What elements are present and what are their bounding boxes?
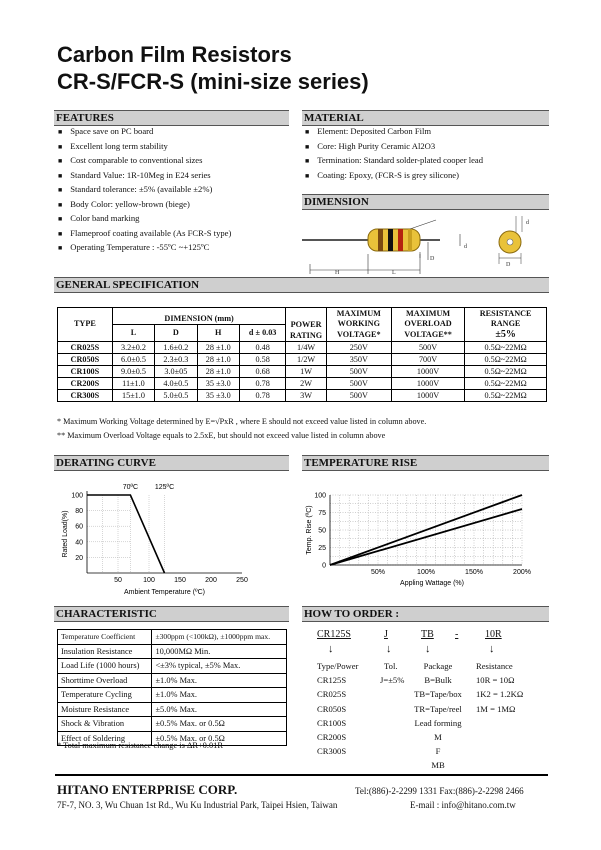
char-name: Shock & Vibration — [58, 717, 152, 732]
feature-item: ■ Body Color: yellow-brown (biege) — [58, 197, 231, 212]
y-axis-label: Rated Load(%) — [62, 510, 69, 558]
cell-l: 15±1.0 — [112, 390, 154, 402]
title-line2: CR-S/FCR-S (mini-size series) — [57, 69, 369, 94]
feature-item: ■ Cost comparable to conventional sizes — [58, 153, 231, 168]
cell-lead-d: 0.78 — [239, 390, 286, 402]
features-list — [58, 124, 231, 255]
x-tick-label: 50 — [114, 577, 122, 584]
cell-d: 3.0±05 — [155, 366, 197, 378]
cell-mwv: 500V — [326, 366, 391, 378]
x-tick-label: 100 — [143, 577, 155, 584]
th-power-1: POWER — [290, 320, 322, 329]
cell-h: 28 ±1.0 — [197, 342, 239, 354]
order-pkg-item: B=Bulk — [424, 675, 452, 686]
order-code-tol: J — [384, 629, 388, 640]
order-type-item: CR200S — [317, 732, 347, 743]
order-heading: HOW TO ORDER : — [302, 606, 549, 622]
y-tick-label: 40 — [75, 539, 83, 547]
spec-note-2: ** Maximum Overload Voltage equals to 2.5xE, but should not exceed value listed in column above — [57, 431, 386, 440]
footer-address: 7F-7, NO. 3, Wu Chuan 1st Rd., Wu Ku Industrial Park, Taipei Hsien, Taiwan — [57, 800, 338, 810]
cell-range: 0.5Ω~22MΩ — [465, 342, 547, 354]
cell-mov: 500V — [391, 342, 464, 354]
annotation-125c: 125ºC — [154, 484, 175, 491]
th-mov-3: VOLTAGE** — [404, 329, 452, 339]
temperature-heading: TEMPERATURE RISE — [302, 455, 549, 471]
spec-heading: GENERAL SPECIFICATION — [54, 277, 549, 293]
char-name: Temperature Coefficient — [58, 630, 152, 645]
derating-curve-chart — [57, 479, 287, 597]
order-col-res — [476, 659, 523, 716]
cell-mwv: 350V — [326, 354, 391, 366]
table-row — [58, 659, 287, 674]
derating-heading: DERATING CURVE — [54, 455, 289, 471]
dimension-heading: DIMENSION — [302, 194, 549, 210]
features-heading: FEATURES — [54, 110, 289, 126]
order-pkg-item: MB — [431, 760, 445, 771]
cell-d: 5.0±0.5 — [155, 390, 197, 402]
char-name: Load Life (1000 hours) — [58, 659, 152, 674]
x-tick-label: 100% — [417, 569, 435, 576]
order-code-res: 10R — [485, 629, 502, 640]
order-code-dash: - — [455, 629, 459, 640]
cell-d: 1.6±0.2 — [155, 342, 197, 354]
cell-range: 0.5Ω~22MΩ — [465, 390, 547, 402]
char-value: <±3% typical, ±5% Max. — [152, 659, 287, 674]
order-res-item: 1K2 = 1.2KΩ — [476, 689, 524, 700]
y-tick-label: 80 — [75, 508, 83, 516]
cell-mov: 1000V — [391, 378, 464, 390]
cell-mwv: 250V — [326, 342, 391, 354]
char-name: Shorttime Overload — [58, 673, 152, 688]
x-tick-label: 150 — [174, 577, 186, 584]
cell-power: 1/4W — [286, 342, 326, 354]
cell-l: 11±1.0 — [112, 378, 154, 390]
down-arrow-icon: ↓ — [425, 643, 431, 655]
cell-l: 3.2±0.2 — [112, 342, 154, 354]
cell-range: 0.5Ω~22MΩ — [465, 366, 547, 378]
material-list — [305, 124, 483, 182]
table-row — [58, 630, 287, 645]
down-arrow-icon: ↓ — [386, 643, 392, 655]
material-item: ■ Core: High Purity Ceramic Al2O3 — [305, 139, 483, 154]
feature-item: ■ Standard Value: 1R-10Meg in E24 series — [58, 168, 231, 183]
table-row — [58, 673, 287, 688]
char-value: ±5.0% Max. — [152, 702, 287, 717]
cell-power: 2W — [286, 378, 326, 390]
cell-d: 4.0±0.5 — [155, 378, 197, 390]
resistor-dimension-diagram — [302, 212, 550, 278]
th-mwv — [326, 308, 391, 342]
feature-item: ■ Operating Temperature : -55ºC ~+125ºC — [58, 240, 231, 255]
order-type-item: CR100S — [317, 717, 347, 728]
order-tol-item: J=±5% — [380, 675, 405, 686]
th-power-2: RATING — [290, 330, 323, 340]
cell-range: 0.5Ω~22MΩ — [465, 354, 547, 366]
y-tick-label: 25 — [318, 545, 326, 552]
th-mov — [391, 308, 464, 342]
cell-mwv: 500V — [326, 390, 391, 402]
feature-item: ■ Excellent long term stability — [58, 139, 231, 154]
cell-h: 28 ±1.0 — [197, 354, 239, 366]
order-res-item: 10R = 10Ω — [476, 675, 515, 686]
x-tick-label: 250 — [236, 577, 248, 584]
footer-email: E-mail : info@hitano.com.tw — [410, 800, 516, 810]
derating-line — [87, 495, 165, 573]
char-name: Temperature Cycling — [58, 688, 152, 703]
y-tick-label: 20 — [75, 554, 83, 562]
char-value: ±300ppm (<100kΩ), ±1000ppm max. — [152, 630, 287, 645]
cell-type: CR300S — [58, 390, 113, 402]
char-name: Moisture Resistance — [58, 702, 152, 717]
cell-lead-d: 0.48 — [239, 342, 286, 354]
th-mov-1: MAXIMUM — [406, 308, 451, 318]
order-pkg-item: M — [434, 732, 442, 743]
spec-note-1: * Maximum Working Voltage determined by E=√PxR , where E should not exceed value listed in column above. — [57, 417, 427, 426]
y-tick-label: 75 — [318, 510, 326, 517]
end-view-label-d: d — [526, 220, 529, 226]
footer-divider — [55, 774, 548, 776]
char-value: ±0.5% Max. or 0.5Ω — [152, 731, 287, 746]
end-view-label-D: D — [506, 262, 511, 268]
characteristic-note: * Total maximum resistance change is ΔR+0.01R — [57, 741, 223, 750]
th-dimension: DIMENSION (mm) — [112, 308, 286, 325]
y-tick-label: 100 — [71, 492, 83, 500]
table-row — [58, 378, 547, 390]
th-mwv-1: MAXIMUM — [336, 308, 381, 318]
order-col-tol — [380, 659, 404, 687]
feature-item: ■ Space save on PC board — [58, 124, 231, 139]
order-res-item: Resistance — [476, 661, 513, 671]
cell-l: 6.0±0.5 — [112, 354, 154, 366]
footer-company: HITANO ENTERPRISE CORP. — [57, 782, 238, 797]
y-tick-label: 60 — [75, 523, 83, 531]
down-arrow-icon: ↓ — [328, 643, 334, 655]
cell-h: 28 ±1.0 — [197, 366, 239, 378]
spec-table — [57, 307, 547, 402]
order-type-item: CR300S — [317, 746, 347, 757]
feature-item: ■ Flameproof coating available (As FCR-S type) — [58, 226, 231, 241]
order-pkg-item: TB=Tape/box — [414, 689, 462, 700]
order-pkg-item: F — [435, 746, 441, 757]
th-mwv-2: WORKING — [337, 319, 380, 329]
cell-power: 1W — [286, 366, 326, 378]
char-value: ±0.5% Max. or 0.5Ω — [152, 717, 287, 732]
dim-label-d-body: D — [430, 256, 435, 262]
cell-type: CR025S — [58, 342, 113, 354]
feature-item: ■ Color band marking — [58, 211, 231, 226]
th-range-3: ±5% — [495, 328, 516, 340]
cell-d: 2.3±0.3 — [155, 354, 197, 366]
y-axis-label: Temp. Rise (ºC) — [306, 505, 313, 555]
order-type-item: CR125S — [317, 675, 347, 686]
order-pkg-item: TR=Tape/reel — [414, 703, 462, 714]
cell-mwv: 500V — [326, 378, 391, 390]
material-item: ■ Element: Deposited Carbon Film — [305, 124, 483, 139]
characteristic-table — [57, 629, 287, 746]
order-pkg-item: Lead forming — [414, 717, 462, 728]
th-lead-d: d ± 0.03 — [239, 325, 286, 342]
y-tick-label: 50 — [318, 527, 326, 535]
cell-lead-d: 0.68 — [239, 366, 286, 378]
down-arrow-icon: ↓ — [489, 643, 495, 655]
cell-mov: 1000V — [391, 390, 464, 402]
x-tick-label: 150% — [465, 569, 483, 576]
table-row — [58, 717, 287, 732]
char-value: ±1.0% Max. — [152, 673, 287, 688]
char-value: ±1.0% Max. — [152, 688, 287, 703]
table-row — [58, 644, 287, 659]
cell-power: 3W — [286, 390, 326, 402]
material-heading: MATERIAL — [302, 110, 549, 126]
order-res-item: 1M = 1MΩ — [476, 703, 516, 714]
characteristic-heading: CHARACTERISTIC — [54, 606, 289, 622]
order-pkg-item: Package — [423, 661, 453, 671]
th-range-1: RESISTANCE — [479, 308, 532, 318]
dim-label-h: H — [335, 270, 340, 276]
cell-type: CR050S — [58, 354, 113, 366]
char-name: Effect of Soldering — [58, 731, 152, 746]
cell-mov: 1000V — [391, 366, 464, 378]
cell-range: 0.5Ω~22MΩ — [465, 378, 547, 390]
table-row — [58, 390, 547, 402]
table-row — [58, 702, 287, 717]
th-range-2: RANGE — [490, 319, 521, 329]
order-col-pkg — [409, 659, 467, 773]
order-code-pkg: TB — [421, 629, 434, 640]
table-row — [58, 366, 547, 378]
order-type-item: Type/Power — [317, 661, 359, 671]
temperature-rise-chart — [302, 486, 547, 594]
cell-mov: 700V — [391, 354, 464, 366]
cell-type: CR100S — [58, 366, 113, 378]
material-item: ■ Termination: Standard solder-plated cooper lead — [305, 153, 483, 168]
dim-label-l: L — [392, 270, 396, 276]
table-row — [58, 688, 287, 703]
cell-lead-d: 0.58 — [239, 354, 286, 366]
th-type: TYPE — [58, 308, 113, 342]
th-power — [286, 308, 326, 342]
order-type-item: CR025S — [317, 689, 347, 700]
th-mov-2: OVERLOAD — [404, 319, 452, 329]
order-tol-item: Tol. — [384, 661, 398, 671]
cell-l: 9.0±0.5 — [112, 366, 154, 378]
char-name: Insulation Resistance — [58, 644, 152, 659]
x-axis-label: Appling Wattage (%) — [400, 580, 464, 587]
table-row — [58, 354, 547, 366]
title-line1: Carbon Film Resistors — [57, 42, 292, 67]
th-l: L — [112, 325, 154, 342]
material-item: ■ Coating: Epoxy, (FCR-S is grey silicone) — [305, 168, 483, 183]
th-h: H — [197, 325, 239, 342]
temperature-rise-line — [330, 509, 522, 565]
th-range — [465, 308, 547, 342]
order-type-item: CR050S — [317, 703, 347, 714]
y-tick-label: 0 — [322, 562, 326, 570]
table-row — [58, 342, 547, 354]
feature-item: ■ Standard tolerance: ±5% (available ±2%) — [58, 182, 231, 197]
cell-lead-d: 0.78 — [239, 378, 286, 390]
order-code-type: CR125S — [317, 629, 351, 640]
x-tick-label: 200% — [513, 569, 531, 576]
cell-h: 35 ±3.0 — [197, 390, 239, 402]
footer-phone: Tel:(886)-2-2299 1331 Fax:(886)-2-2298 2466 — [355, 786, 524, 796]
dim-label-d-lead: d — [464, 244, 467, 250]
cell-h: 35 ±3.0 — [197, 378, 239, 390]
x-tick-label: 50% — [370, 569, 386, 576]
cell-type: CR200S — [58, 378, 113, 390]
th-mwv-3: VOLTAGE* — [337, 329, 381, 339]
th-d: D — [155, 325, 197, 342]
char-value: 10,000MΩ Min. — [152, 644, 287, 659]
annotation-70c: 70ºC — [122, 484, 139, 491]
order-col-type — [317, 659, 358, 758]
cell-power: 1/2W — [286, 354, 326, 366]
x-tick-label: 200 — [205, 577, 217, 584]
x-axis-label: Ambient Temperature (ºC) — [123, 589, 206, 596]
y-tick-label: 100 — [314, 492, 326, 500]
